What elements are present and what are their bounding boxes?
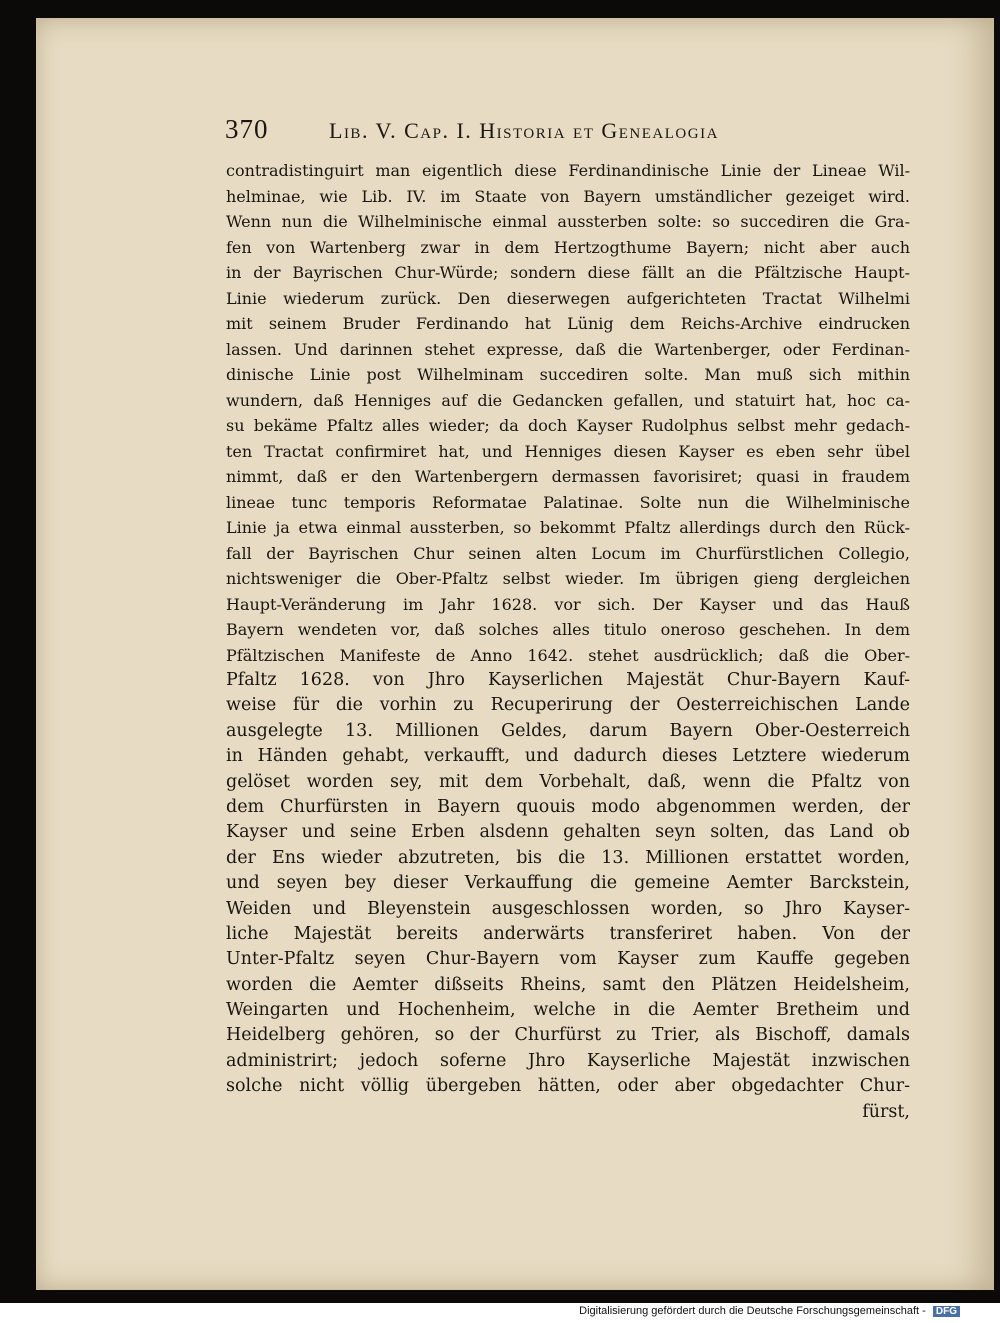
text-line: Wenn nun die Wilhelminische einmal aussterben solte: so succediren die Gra-	[226, 212, 910, 231]
text-line: worden die Aemter dißseits Rheins, samt den Plätzen Heidelsheim,	[226, 974, 910, 995]
text-line: Weiden und Bleyenstein ausgeschlossen worden, so Jhro Kayser-	[226, 898, 910, 919]
text-line: Kayser und seine Erben alsdenn gehalten seyn solten, das Land ob	[226, 822, 910, 843]
text-line: und seyen bey dieser Verkauffung die gemeine Aemter Barckstein,	[226, 873, 910, 894]
text-line: dem Churfürsten in Bayern quouis modo abgenommen werden, der	[226, 796, 910, 817]
text-line: Heidelberg gehören, so der Churfürst zu Trier, als Bischoff, damals	[226, 1025, 910, 1046]
text-line: fen von Wartenberg zwar in dem Hertzogthume Bayern; nicht aber auch	[226, 237, 910, 257]
text-line: nimmt, daß er den Wartenbergern dermassen favorisiret; quasi in fraudem	[226, 467, 910, 486]
text-line: ausgelegte 13. Millionen Geldes, darum Bayern Ober-Oesterreich	[226, 720, 910, 741]
text-line: dinische Linie post Wilhelminam succediren solte. Man muß sich mithin	[226, 365, 910, 384]
digitization-credit	[579, 1305, 960, 1317]
text-line: gelöset worden sey, mit dem Vorbehalt, daß, wenn die Pfaltz von	[226, 771, 910, 792]
running-head: Lib. V. Cap. I. Historia et Genealogia	[329, 118, 719, 143]
text-line: weise für die vorhin zu Recuperirung der Oesterreichischen Lande	[226, 695, 910, 716]
text-line: Haupt-Veränderung im Jahr 1628. vor sich. Der Kayser und das Hauß	[226, 594, 910, 614]
text-line: in der Bayrischen Chur-Würde; sondern diese fällt an die Pfältzische Haupt-	[226, 263, 910, 282]
text-line: administrirt; jedoch soferne Jhro Kayserliche Majestät inzwischen	[226, 1050, 910, 1071]
text-line: Pfältzischen Manifeste de Anno 1642. stehet ausdrücklich; daß die Ober-	[226, 645, 910, 665]
text-line: helminae, wie Lib. IV. im Staate von Bayern umständlicher gezeiget wird.	[226, 186, 910, 206]
text-line: in Händen gehabt, verkaufft, und dadurch dieses Letztere wiederum	[226, 746, 910, 767]
text-line: Linie ja etwa einmal aussterben, so bekommt Pfaltz allerdings durch den Rück-	[226, 518, 910, 537]
text-line: nichtsweniger die Ober-Pfaltz selbst wieder. Im übrigen gieng dergleichen	[226, 569, 910, 588]
text-line: Weingarten und Hochenheim, welche in die Aemter Bretheim und	[226, 1000, 910, 1021]
text-line: mit seinem Bruder Ferdinando hat Lünig dem Reichs-Archive eindrucken	[226, 314, 910, 333]
text-line: solche nicht völlig übergeben hätten, oder aber obgedachter Chur-	[226, 1076, 910, 1097]
text-line: ten Tractat confirmiret hat, und Henniges diesen Kayser es eben sehr übel	[226, 441, 910, 461]
text-line: Linie wiederum zurück. Den dieserwegen aufgerichteten Tractat Wilhelmi	[226, 288, 910, 308]
text-line: Unter-Pfaltz seyen Chur-Bayern vom Kayser zum Kauffe gegeben	[226, 949, 910, 970]
page-number: 370	[225, 114, 269, 144]
text-line: der Ens wieder abzutreten, bis die 13. Millionen erstattet worden,	[226, 847, 910, 868]
text-line: fall der Bayrischen Chur seinen alten Locum im Churfürstlichen Collegio,	[226, 543, 910, 563]
text-line: Pfaltz 1628. von Jhro Kayserlichen Majestät Chur-Bayern Kauf-	[226, 670, 910, 690]
dfg-logo: DFG	[933, 1306, 960, 1317]
catchword: fürst,	[862, 1101, 910, 1122]
page-header	[225, 114, 825, 150]
credit-text: Digitalisierung gefördert durch die Deutsche Forschungsgemeinschaft -	[579, 1305, 926, 1317]
text-line: wundern, daß Henniges auf die Gedancken gefallen, und statuirt hat, hoc ca-	[226, 390, 910, 410]
text-line: su bekäme Pfaltz alles wieder; da doch Kayser Rudolphus selbst mehr gedach-	[226, 416, 910, 435]
text-block	[226, 158, 910, 1125]
text-line: contradistinguirt man eigentlich diese Ferdinandinische Linie der Lineae Wil-	[226, 161, 910, 180]
text-line: Bayern wendeten vor, daß solches alles titulo oneroso geschehen. In dem	[226, 620, 910, 639]
text-line: liche Majestät bereits anderwärts transferiret haben. Von der	[226, 923, 910, 944]
text-line: lineae tunc temporis Reformatae Palatinae. Solte nun die Wilhelminische	[226, 492, 910, 512]
text-line: lassen. Und darinnen stehet expresse, daß die Wartenberger, oder Ferdinan-	[226, 339, 910, 359]
